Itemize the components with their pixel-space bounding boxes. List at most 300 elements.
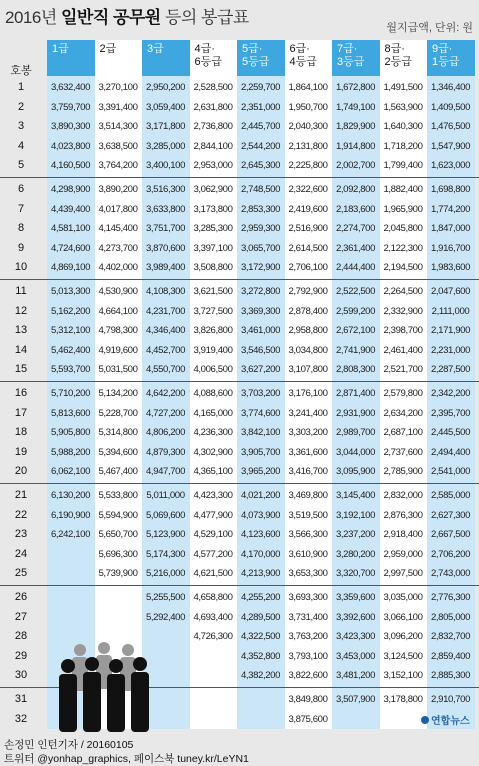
table-cell: 3,693,300 [288,592,328,603]
table-cell: 3,400,100 [145,160,186,172]
logo-text: 연합뉴스 [431,716,470,727]
table-cell: 4,255,200 [240,592,281,603]
table-cell: 2,737,600 [383,446,423,458]
table-cell: 3,416,700 [288,466,328,478]
row-step-label: 14 [14,343,28,356]
table-cell: 6,190,900 [50,509,91,521]
table-cell: 3,989,400 [145,262,186,274]
row-step-label: 12 [14,304,28,317]
table-cell: 6,130,200 [50,490,91,501]
table-cell: 4,302,900 [193,446,233,458]
table-cell: 4,289,500 [240,611,281,623]
group-separator [0,483,479,484]
table-cell: 3,965,200 [240,466,281,478]
table-cell: 3,905,700 [240,446,281,458]
table-cell: 2,844,100 [193,140,233,152]
column-header-line: 6등급 [194,56,222,68]
table-cell: 4,530,900 [98,286,138,297]
table-cell: 2,444,400 [335,262,376,274]
table-cell: 2,398,700 [383,325,423,337]
table-cell: 4,145,400 [98,223,138,235]
table-cell: 2,776,300 [430,592,471,603]
table-cell: 3,764,200 [98,160,138,172]
table-cell: 2,259,700 [240,82,281,93]
column-header-line: 5급· [242,43,263,55]
table-cell: 3,124,500 [383,650,423,662]
table-cell: 2,876,300 [383,509,423,521]
table-cell: 3,632,400 [50,82,91,93]
table-cell: 3,519,500 [288,509,328,521]
row-step-label: 24 [14,547,28,560]
table-cell: 5,462,400 [50,344,91,356]
table-cell: 3,870,600 [145,242,186,254]
table-cell: 6,062,100 [50,466,91,478]
table-cell: 5,905,800 [50,427,91,439]
table-cell: 2,950,200 [145,82,186,93]
row-step-label: 10 [14,261,28,274]
table-cell: 2,672,100 [335,325,376,337]
table-cell: 2,585,000 [430,490,471,501]
table-cell: 2,541,000 [430,466,471,478]
table-cell: 3,481,200 [335,670,376,682]
table-cell: 4,298,900 [50,184,91,195]
table-cell: 3,095,900 [335,466,376,478]
table-cell: 1,718,200 [383,140,423,152]
table-cell: 4,726,300 [193,631,233,643]
table-cell: 5,394,600 [98,446,138,458]
table-cell: 2,667,500 [430,529,471,541]
column-background [47,76,95,729]
table-cell: 3,919,400 [193,344,233,356]
table-cell: 4,346,400 [145,325,186,337]
row-step-label: 17 [14,406,28,419]
column-header-line: 1등급 [432,56,460,68]
table-cell: 1,672,800 [335,82,376,93]
table-cell: 2,631,800 [193,101,233,113]
table-cell: 5,069,600 [145,509,186,521]
table-cell: 2,832,000 [383,490,423,501]
table-cell: 3,241,400 [288,407,328,419]
table-cell: 1,864,100 [288,82,328,93]
table-cell: 5,650,700 [98,529,138,541]
row-step-label: 13 [14,324,28,337]
table-cell: 3,270,100 [98,82,138,93]
table-cell: 2,853,300 [240,203,281,215]
table-cell: 2,494,400 [430,446,471,458]
table-cell: 1,847,000 [430,223,471,235]
table-cell: 4,693,400 [193,611,233,623]
table-cell: 2,002,700 [335,160,376,172]
row-header-label: 호봉 [10,65,32,77]
table-cell: 5,467,400 [98,466,138,478]
row-step-label: 15 [14,363,28,376]
table-cell: 2,521,700 [383,364,423,376]
table-cell: 3,621,500 [193,286,233,297]
table-cell: 4,664,100 [98,305,138,317]
table-cell: 4,231,700 [145,305,186,317]
table-cell: 3,875,600 [288,713,328,725]
table-cell: 3,044,000 [335,446,376,458]
table-cell: 3,514,300 [98,121,138,133]
table-cell: 3,774,600 [240,407,281,419]
table-cell: 1,640,300 [383,121,423,133]
table-cell: 4,017,800 [98,203,138,215]
table-cell: 5,255,500 [145,592,186,603]
table-cell: 3,285,000 [145,140,186,152]
table-cell: 4,879,300 [145,446,186,458]
table-cell: 4,658,800 [193,592,233,603]
table-cell: 4,550,700 [145,364,186,376]
table-cell: 3,453,000 [335,650,376,662]
column-header-line: 3등급 [337,56,365,68]
table-cell: 2,748,500 [240,184,281,195]
table-cell: 2,522,500 [335,286,376,297]
table-cell: 2,634,200 [383,407,423,419]
table-cell: 3,096,200 [383,631,423,643]
table-cell: 3,890,300 [50,121,91,133]
row-step-label: 4 [17,139,25,152]
row-step-label: 31 [14,693,28,705]
table-cell: 5,739,900 [98,568,138,580]
table-cell: 5,314,800 [98,427,138,439]
table-cell: 3,272,800 [240,286,281,297]
table-cell: 3,703,200 [240,388,281,399]
table-cell: 5,292,400 [145,611,186,623]
table-cell: 2,706,100 [288,262,328,274]
table-cell: 3,653,300 [288,568,328,580]
table-cell: 2,342,200 [430,388,471,399]
column-header-line: 4급· [194,43,215,55]
row-step-label: 19 [14,445,28,458]
table-cell: 2,092,800 [335,184,376,195]
table-cell: 3,751,700 [145,223,186,235]
row-step-label: 7 [17,202,25,215]
column-header [190,40,238,76]
table-cell: 4,088,600 [193,388,233,399]
table-cell: 3,320,700 [335,568,376,580]
table-cell: 5,696,300 [98,548,138,560]
table-cell: 3,066,100 [383,611,423,623]
row-step-label: 21 [14,489,28,501]
table-cell: 2,445,500 [430,427,471,439]
table-cell: 2,183,600 [335,203,376,215]
table-cell: 1,476,500 [430,121,471,133]
table-cell: 3,303,200 [288,427,328,439]
row-step-label: 6 [17,183,25,195]
column-header-line: 2급 [99,43,117,55]
table-cell: 2,047,600 [430,286,471,297]
table-cell: 5,593,700 [50,364,91,376]
table-cell: 4,452,700 [145,344,186,356]
table-cell: 3,508,800 [193,262,233,274]
table-cell: 2,959,300 [240,223,281,235]
table-cell: 4,365,100 [193,466,233,478]
row-step-label: 9 [17,241,25,254]
table-cell: 4,273,700 [98,242,138,254]
table-cell: 1,829,900 [335,121,376,133]
row-step-label: 5 [17,159,25,172]
table-cell: 2,274,700 [335,223,376,235]
table-cell: 4,869,100 [50,262,91,274]
table-cell: 2,931,900 [335,407,376,419]
table-cell: 2,736,800 [193,121,233,133]
table-cell: 1,547,900 [430,140,471,152]
table-cell: 4,402,000 [98,262,138,274]
table-cell: 3,034,800 [288,344,328,356]
table-cell: 4,439,400 [50,203,91,215]
table-cell: 5,174,300 [145,548,186,560]
table-cell: 3,173,800 [193,203,233,215]
table-cell: 2,516,900 [288,223,328,235]
table-cell: 1,346,400 [430,82,471,93]
table-cell: 4,919,600 [98,344,138,356]
table-cell: 4,108,300 [145,286,186,297]
table-cell: 3,763,200 [288,631,328,643]
table-cell: 4,577,200 [193,548,233,560]
table-cell: 3,145,400 [335,490,376,501]
table-cell: 3,610,900 [288,548,328,560]
table-cell: 5,134,200 [98,388,138,399]
table-cell: 1,916,700 [430,242,471,254]
table-cell: 3,633,800 [145,203,186,215]
table-cell: 3,890,200 [98,184,138,195]
table-cell: 3,171,800 [145,121,186,133]
table-cell: 3,727,500 [193,305,233,317]
table-cell: 2,785,900 [383,466,423,478]
table-cell: 3,731,400 [288,611,328,623]
row-step-label: 1 [17,81,25,93]
column-header [380,40,428,76]
row-step-label: 26 [14,591,28,603]
column-header [95,40,143,76]
yonhap-logo [421,712,470,727]
table-cell: 3,059,400 [145,101,186,113]
table-cell: 2,959,000 [383,548,423,560]
title-rest: 등의 봉급표 [160,8,249,27]
table-cell: 2,805,000 [430,611,471,623]
column-header-line: 7급· [337,43,358,55]
column-header-line: 5등급 [242,56,270,68]
table-cell: 2,111,000 [431,305,470,317]
table-cell: 1,749,100 [335,101,376,113]
people-silhouette-icon [58,642,158,732]
column-header [47,40,95,76]
table-cell: 2,131,800 [288,140,328,152]
table-cell: 4,213,900 [240,568,281,580]
table-cell: 2,792,900 [288,286,328,297]
table-cell: 1,983,600 [430,262,471,274]
column-header-line: 2등급 [384,56,412,68]
table-cell: 2,997,500 [383,568,423,580]
column-header-line: 4등급 [289,56,317,68]
table-cell: 1,409,500 [430,101,471,113]
table-cell: 5,312,100 [50,325,91,337]
group-separator [0,279,479,280]
table-cell: 3,369,300 [240,305,281,317]
table-cell: 2,351,000 [240,101,281,113]
table-cell: 3,516,300 [145,184,186,195]
table-cell: 3,849,800 [288,694,328,705]
table-cell: 1,950,700 [288,101,328,113]
table-cell: 3,822,600 [288,670,328,682]
table-cell: 3,065,700 [240,242,281,254]
table-cell: 1,491,500 [383,82,423,93]
table-cell: 2,544,200 [240,140,281,152]
table-cell: 5,031,500 [98,364,138,376]
row-step-label: 2 [17,100,25,113]
table-cell: 2,419,600 [288,203,328,215]
table-cell: 3,423,300 [335,631,376,643]
table-cell: 2,194,500 [383,262,423,274]
table-cell: 5,162,200 [50,305,91,317]
table-cell: 2,461,400 [383,344,423,356]
table-cell: 4,581,100 [50,223,91,235]
column-header-line: 9급· [432,43,453,55]
table-cell: 5,533,800 [98,490,138,501]
table-cell: 4,423,300 [193,490,233,501]
table-cell: 1,698,800 [430,184,471,195]
table-cell: 2,627,300 [430,509,471,521]
table-cell: 3,397,100 [193,242,233,254]
column-background [142,76,190,729]
table-cell: 4,621,500 [193,568,233,580]
table-cell: 2,264,500 [383,286,423,297]
table-cell: 1,965,900 [383,203,423,215]
column-header-line: 1급 [52,43,69,55]
table-cell: 4,006,500 [193,364,233,376]
table-cell: 2,958,800 [288,325,328,337]
table-cell: 4,170,000 [240,548,281,560]
table-cell: 2,332,900 [383,305,423,317]
row-step-label: 3 [17,120,25,133]
title-year: 2016년 [5,8,61,27]
table-cell: 2,045,800 [383,223,423,235]
table-cell: 2,706,200 [430,548,471,560]
table-cell: 3,035,000 [383,592,423,603]
table-cell: 2,231,000 [430,344,471,356]
table-cell: 1,882,400 [383,184,423,195]
row-step-label: 11 [15,285,27,297]
table-cell: 4,160,500 [50,160,91,172]
table-cell: 3,359,600 [335,592,376,603]
table-cell: 4,322,500 [240,631,281,643]
table-cell: 4,165,000 [193,407,233,419]
table-cell: 3,178,800 [383,694,423,705]
table-cell: 3,391,400 [98,101,138,113]
table-cell: 2,122,300 [383,242,423,254]
table-cell: 5,710,200 [50,388,91,399]
group-separator [0,585,479,586]
table-cell: 3,392,600 [335,611,376,623]
table-cell: 2,225,800 [288,160,328,172]
table-cell: 3,627,200 [240,364,281,376]
table-cell: 4,529,100 [193,529,233,541]
table-cell: 2,953,000 [193,160,233,172]
table-cell: 5,594,900 [98,509,138,521]
table-cell: 2,614,500 [288,242,328,254]
table-cell: 4,021,200 [240,490,281,501]
table-cell: 1,623,000 [430,160,471,172]
group-separator [0,381,479,382]
table-cell: 3,461,000 [240,325,281,337]
table-cell: 2,885,300 [430,670,471,682]
table-cell: 2,989,700 [335,427,376,439]
table-cell: 3,152,100 [383,670,423,682]
table-cell: 2,579,800 [383,388,423,399]
unit-label: 월지급액, 단위: 원 [386,22,473,34]
row-step-label: 18 [14,426,28,439]
row-step-label: 27 [14,610,28,623]
row-step-label: 30 [14,669,28,682]
table-cell: 3,062,900 [193,184,233,195]
table-cell: 2,808,300 [335,364,376,376]
table-cell: 2,918,400 [383,529,423,541]
table-cell: 2,395,700 [430,407,471,419]
table-cell: 3,793,100 [288,650,328,662]
table-cell: 4,236,300 [193,427,233,439]
title-bold: 일반직 공무원 [60,8,161,27]
table-cell: 4,724,600 [50,242,91,254]
table-cell: 3,285,300 [193,223,233,235]
table-cell: 2,645,300 [240,160,281,172]
table-cell: 4,798,300 [98,325,138,337]
table-cell: 5,228,700 [98,407,138,419]
table-cell: 3,176,100 [288,388,328,399]
table-cell: 4,806,200 [145,427,186,439]
table-cell: 2,743,000 [430,568,471,580]
logo-mark-icon [421,716,429,724]
table-cell: 2,361,400 [335,242,376,254]
table-cell: 4,477,900 [193,509,233,521]
table-cell: 3,638,500 [98,140,138,152]
table-cell: 4,947,700 [145,466,186,478]
column-header [237,40,285,76]
table-cell: 3,192,100 [335,509,376,521]
table-cell: 5,123,900 [145,529,186,541]
table-cell: 4,073,900 [240,509,281,521]
row-step-label: 28 [14,630,28,643]
column-header [285,40,333,76]
table-cell: 5,013,300 [50,286,91,297]
column-background [95,76,143,729]
table-cell: 3,237,200 [335,529,376,541]
table-cell: 4,642,200 [145,388,186,399]
row-step-label: 23 [14,528,28,541]
table-cell: 2,878,400 [288,305,328,317]
table-cell: 5,813,600 [50,407,91,419]
table-cell: 2,859,400 [430,650,471,662]
table-cell: 4,023,800 [50,140,91,152]
row-step-label: 25 [14,567,28,580]
column-header-line: 6급· [289,43,310,55]
table-cell: 3,826,800 [193,325,233,337]
table-cell: 1,774,200 [430,203,471,215]
column-header [332,40,380,76]
table-cell: 3,507,900 [335,694,376,705]
credit-author: 손정민 인턴기자 / 20160105 [4,739,134,751]
table-cell: 3,842,100 [240,427,281,439]
column-header-line: 8급· [384,43,405,55]
table-cell: 1,914,800 [335,140,376,152]
credit-social: 트위터 @yonhap_graphics, 페이스북 tuney.kr/LeYN1 [4,753,249,765]
table-cell: 2,599,200 [335,305,376,317]
table-cell: 5,988,200 [50,446,91,458]
table-cell: 3,280,200 [335,548,376,560]
table-cell: 3,566,300 [288,529,328,541]
row-step-label: 8 [17,222,25,235]
row-step-label: 29 [14,649,28,662]
table-cell: 2,741,900 [335,344,376,356]
